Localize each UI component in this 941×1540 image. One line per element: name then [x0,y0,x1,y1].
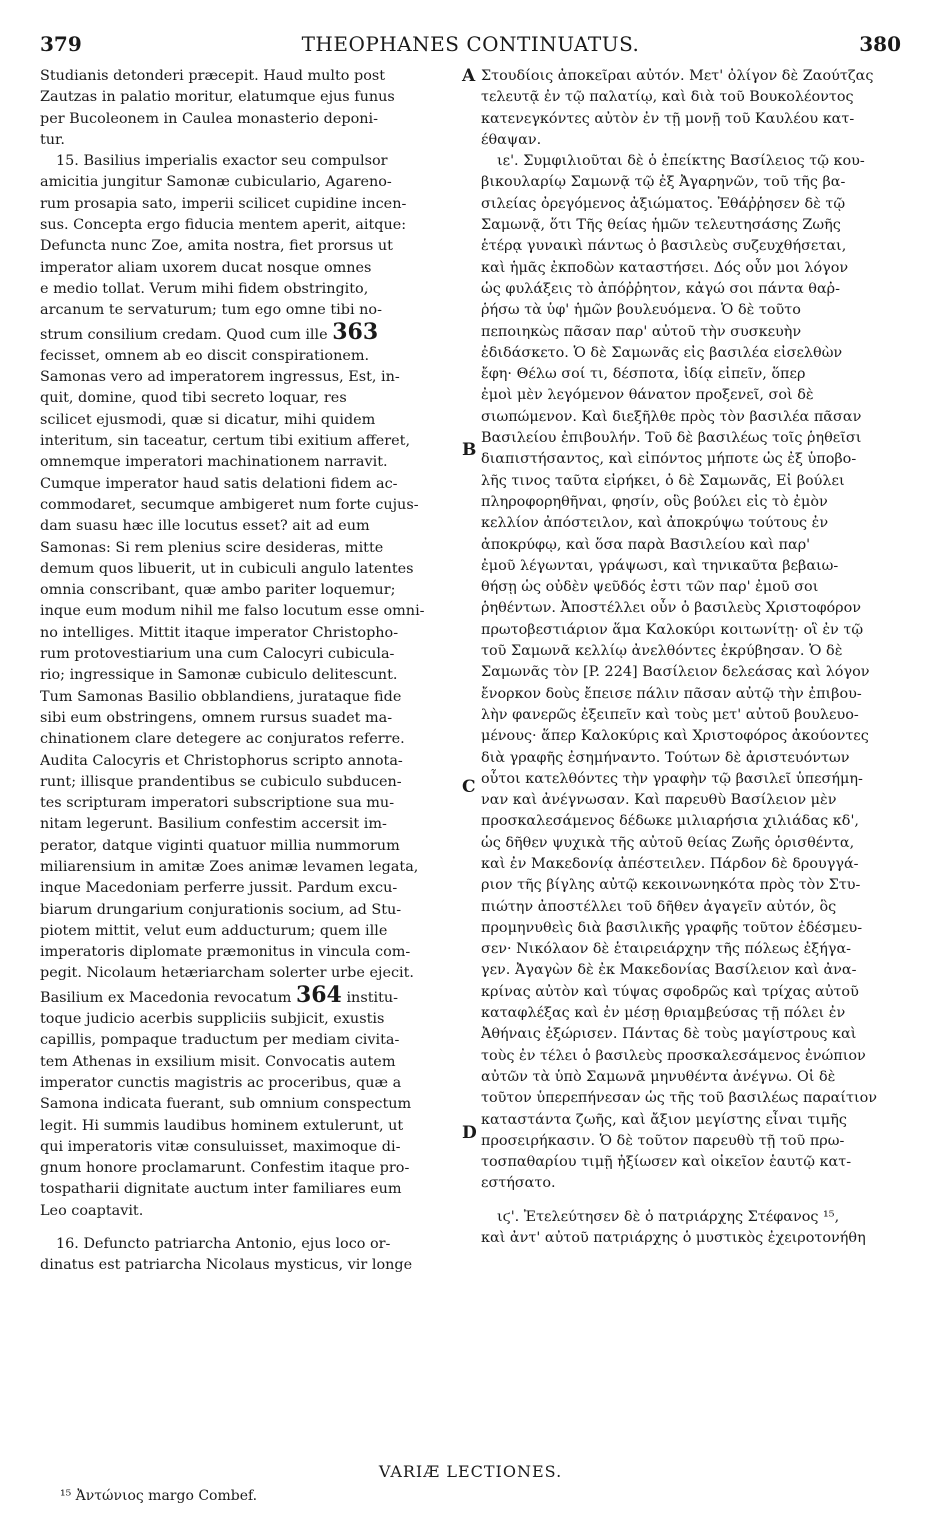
greek-line: προσκαλεσάμενος δέδωκε μιλιαρήσια χιλιάδας κδ', [481,813,859,830]
footnote: ¹⁵ Ἀντώνιος margo Combef. [60,1488,258,1504]
latin-line: Samonas vero ad imperatorem ingressus, Est, in- [40,369,400,386]
running-title: THEOPHANES CONTINUATUS. [301,32,640,56]
greek-line: ἐμοῦ λέγωνται, γράψωσι, καὶ τηνικαῦτα βεβαιω- [481,557,839,574]
latin-line: rum prosapia sato, imperii scilicet cupidine incen- [40,195,407,212]
latin-line: arcanum te servaturum; tum ego omne tibi no- [40,302,382,319]
greek-line: ιϛ'. Ἐτελεύτησεν δὲ ὁ πατριάρχης Στέφανος ¹⁵, [497,1208,840,1225]
latin-line: 15. Basilius imperialis exactor seu compulsor [56,153,388,170]
greek-line: αὐτῶν τὰ ὑπὸ Σαμωνᾶ μηνυθέντα ἀνέγνω. Οἱ δὲ [481,1068,836,1085]
latin-line: biarum drungarium conjurationis socium, ad Stu- [40,901,402,918]
greek-line: διὰ γραφῆς ἐσημήναντο. Τούτων δὲ ἀριστευόντων [481,749,850,766]
greek-line: μένους· ἅπερ Καλοκύρις καὶ Χριστοφόρος ἀκούοντες [481,728,869,745]
greek-line: ἑτέρᾳ γυναικὶ πάντως ὁ βασιλεὺς συζευχθήσεται, [481,238,847,255]
latin-line: imperator aliam uxorem ducat nosque omnes [40,259,372,276]
latin-line: Studianis detonderi præcepit. Haud multo post [40,68,386,84]
greek-line: έθαψαν. [481,131,542,148]
latin-line: per Bucoleonem in Caulea monasterio deponi- [40,110,379,127]
greek-line: σιλείας ὀρεγόμενος ἀξιώματος. Ἐθάῤῥησεν δὲ τῷ [481,195,846,212]
greek-line: ἀποκρύφῳ, καὶ ὅσα παρὰ Βασιλείου καὶ παρ' [481,536,811,553]
latin-line: tur. [40,131,65,148]
greek-line: γεν. Ἀγαγὼν δὲ ἐκ Μακεδονίας Βασίλειον καὶ ἀνα- [481,962,857,979]
greek-line: καὶ ἀντ' αὐτοῦ πατριάρχης ὁ μυστικὸς ἐχειροτονήθη [481,1230,866,1247]
greek-line: ὡς δῆθεν ψυχικὰ τῆς αὐτοῦ θείας Ζωῆς ὁρισθέντα, [481,834,855,851]
greek-line: πρωτοβεστιάριον ἅμα Καλοκύρι κοιτωνίτῃ· οἳ ἐν τῷ [481,621,864,638]
greek-column [481,66,903,1249]
latin-line: demum quos libuerit, ut in cubiculi angulo latentes [40,560,414,577]
greek-line: προμηνυθεὶς διὰ βασιλικῆς γραφῆς τοῦτον ἐδέσμευ- [481,919,863,936]
latin-line: no intelliges. Mittit itaque imperator Christopho- [40,624,399,641]
latin-line: Samona indicata fuerant, sub omnium conspectum [40,1096,412,1113]
latin-line: Cumque imperator haud satis delationi fidem ac- [40,475,398,492]
variae-lectiones-heading: VARIÆ LECTIONES. [378,1462,563,1481]
latin-line: fecisset, omnem ab eo discit conspirationem. [40,347,370,364]
latin-line: Audita Calocyris et Christophorus scripto annota- [40,752,403,769]
greek-line: κρίνας αὐτὸν καὶ τύψας σφοδρῶς καὶ τρίχας αὐτοῦ [481,983,859,1000]
latin-line: chinationem clare detegere ac conjuratos referre. [40,731,405,748]
paragraph-gap [481,1195,903,1207]
greek-line: κελλίον ἀπόστειλον, καὶ ἀποκρύψω τούτους ἐν [481,515,829,532]
latin-line: dinatus est patriarcha Nicolaus mysticus, vir longe [40,1257,413,1274]
greek-line: ἐδιδάσκετο. Ὁ δὲ Σαμωνᾶς εἰς βασιλέα εἰσελθὼν [481,344,843,361]
greek-line: τελευτᾷ ἐν τῷ παλατίῳ, καὶ διὰ τοῦ Βουκολέοντος [481,89,854,106]
greek-line: λῆς τινος ταῦτα εἰρήκει, ὁ δὲ Σαμωνᾶς, Εἰ βούλει [481,472,845,489]
latin-line: sibi eum obstringens, omnem rursus suadet ma- [40,709,393,726]
latin-line: commodaret, secumque ambigeret num forte cujus- [40,496,419,513]
latin-line: gnum honore proclamarunt. Confestim itaque pro- [40,1160,410,1177]
latin-line: Zautzas in palatio moritur, elatumque ejus funus [40,89,395,106]
latin-line: 16. Defuncto patriarcha Antonio, ejus loco or- [56,1236,391,1253]
greek-line: ναν καὶ ἀνέγνωσαν. Καὶ παρευθὺ Βασίλειον μὲν [481,792,837,809]
greek-line: διαπιστήσαντος, καὶ εἰπόντος μήποτε ὡς ἐξ ὑποβο- [481,451,857,468]
latin-line: sus. Concepta ergo fiducia mentem aperit, aitque: [40,217,407,234]
greek-line: θήσῃ ὡς οὐδὲν ψεῦδός ἐστι τῶν παρ' ἐμοῦ σοι [481,579,819,596]
latin-line: inque eum modum nihil me falso locutum esse omni- [40,603,425,620]
greek-line: καὶ ἐν Μακεδονίᾳ ἀπέστειλεν. Πάρδον δὲ δρουγγά- [481,855,859,872]
latin-line: qui imperatoris vitæ consuluisset, maximoque di- [40,1138,401,1155]
latin-line: interitum, sin taceatur, certum tibi exitium afferet, [40,433,411,450]
greek-line: εστήσατο. [481,1175,556,1192]
latin-line: amicitia jungitur Samonæ cubiculario, Agareno- [40,174,392,191]
greek-line: Ἀθήναις ἐξώρισεν. Πάντας δὲ τοὺς μαγίστρους καὶ [481,1026,857,1043]
greek-line: πεποιηκὼς πᾶσαν παρ' αὐτοῦ τὴν συσκευὴν [481,323,802,340]
latin-line: scilicet ejusmodi, quæ si dicatur, mihi quidem [40,411,376,428]
greek-line: καταστάντα ζωῆς, καὶ ἄξιον μεγίστης εἶναι τιμῆς [481,1111,847,1128]
greek-line: πιώτην ἀποστέλλει τοῦ δῆθεν ἀγαγεῖν αὐτόν, ὃς [481,898,837,915]
greek-line: Σαμωνᾷ, ὅτι Τῆς θείας ἡμῶν τελευτησάσης Ζωῆς [481,217,841,234]
paragraph-gap [40,1222,457,1234]
greek-line: ῥήσω τὰ ὑφ' ἡμῶν βουλευόμενα. Ὁ δὲ τοῦτο [481,302,801,319]
margin-letter-d: D [462,1123,477,1143]
greek-line: ὡς φυλάξεις τὸ ἀπόῤῥητον, κἀγώ σοι πάντα θαῤ- [481,280,840,297]
column-number-marker: 364 [295,984,342,1008]
greek-line: τοσπαθαρίου τιμῇ ἠξίωσεν καὶ οἰκεῖον ἑαυτῷ κατ- [481,1154,852,1171]
greek-line: προσειρήκασιν. Ὁ δὲ τοῦτον παρευθὺ τῇ τοῦ πρω- [481,1132,845,1149]
latin-column [40,66,457,1277]
latin-line: rio; ingressique in Samonæ cubiculo delitescunt. [40,667,398,684]
greek-line: ῥηθέντων. Ἀποστέλλει οὖν ὁ βασιλεὺς Χριστοφόρον [481,600,862,617]
latin-line: Samonas: Si rem plenius scire desideras, mitte [40,539,384,556]
greek-line: τοὺς ἐν τέλει ὁ βασιλεὺς προσκαλεσάμενος ἐνώπιον [481,1047,866,1064]
latin-line: quit, domine, quod tibi secreto loquar, res [40,390,347,407]
latin-line: tem Athenas in exsilium misit. Convocatis autem [40,1053,396,1070]
greek-line: οὗτοι κατελθόντες τὴν γραφὴν τῷ βασιλεῖ ὑπεσήμη- [481,770,863,787]
margin-letter-a: A [462,66,476,86]
margin-letter-c: C [462,777,476,797]
greek-line: Σαμωνᾶς τὸν [P. 224] Βασίλειον δελεάσας καὶ λόγον [481,664,870,681]
greek-line: πληροφορηθῆναι, φησίν, οὓς βούλει εἰς τὸ ἐμὸν [481,493,828,510]
latin-line: Basilium ex Macedonia revocatum 364 institu- [40,985,457,1009]
page-header [40,30,901,66]
latin-line: pegit. Nicolaum hetæriarcham solerter urbe ejecit. [40,965,414,982]
greek-line: κατενεγκόντες αὐτὸν ἐν τῇ μονῇ τοῦ Καυλέου κατ- [481,110,855,127]
greek-line: Βασιλείου ἐπιβουλήν. Τοῦ δὲ βασιλέως τοῖς ῥηθεῖσι [481,430,862,447]
greek-line: τοῦτον ὑπερεπήνεσαν ὡς τῆς τοῦ βασιλέως παραίτιον [481,1090,878,1107]
latin-line: toque judicio acerbis suppliciis subjicit, exustis [40,1011,385,1028]
greek-line: ριον τῆς βίγλης αὐτῷ κεκοινωνηκότα πρὸς τὸν Στυ- [481,877,861,894]
greek-line: Στουδίοις ἀποκεῖραι αὐτόν. Μετ' ὀλίγον δὲ Ζαούτζας [481,68,874,84]
greek-line: ἐμοὶ μὲν λεγόμενον θάνατον προξενεῖ, σοὶ δὲ [481,387,814,404]
latin-line: perator, datque viginti quatuor millia nummorum [40,837,400,854]
latin-line: capillis, pompaque traductum per mediam civita- [40,1032,400,1049]
greek-line: λὴν φανερῶς ἐξειπεῖν καὶ τοὺς μετ' αὐτοῦ βουλευο- [481,706,859,723]
greek-line: σιωπώμενον. Καὶ διεξῆλθε πρὸς τὸν βασιλέα πᾶσαν [481,408,862,425]
column-number-marker: 363 [332,321,379,345]
greek-line: καταφλέξας καὶ ἐν μέσῃ θριαμβεύσας τῇ πόλει ἐν [481,1005,846,1022]
page-number-right: 380 [859,32,901,56]
page-number-left: 379 [40,32,82,56]
latin-line: imperator cunctis magistris ac proceribus, quæ a [40,1074,402,1091]
latin-line: rum protovestiarium una cum Calocyri cubicula- [40,646,395,663]
latin-line: piotem mittit, velut eum adducturum; quem ille [40,922,388,939]
latin-line: Defuncta nunc Zoe, amita nostra, fiet prorsus ut [40,238,393,255]
latin-line: omnia conscribant, quæ ambo pariter loquemur; [40,582,396,599]
latin-line: e medio tollat. Verum mihi fidem obstringito, [40,280,369,297]
greek-line: καὶ ἡμᾶς ἐκποδὼν καταστήσει. Δός οὖν μοι λόγον [481,259,849,276]
latin-line: miliarensium in amitæ Zoes animæ levamen legata, [40,858,419,875]
latin-line: omnemque imperatori machinationem narravit. [40,454,388,471]
margin-letter-b: B [462,440,477,460]
greek-line: ἔνορκον δοὺς ἔπεισε πάλιν πᾶσαν αὐτῷ τὴν ἐπιβου- [481,685,862,702]
greek-line: βικουλαρίῳ Σαμωνᾷ τῷ ἐξ Ἀγαρηνῶν, τοῦ τῆς βα- [481,174,846,191]
latin-line: tospatharii dignitate auctum inter familiares eum [40,1181,402,1198]
latin-line: nitam legerunt. Basilium confestim accersit im- [40,816,387,833]
latin-line: runt; illisque prandentibus se cubiculo subducen- [40,773,402,790]
latin-line: strum consilium credam. Quod cum ille 363 [40,322,457,346]
greek-line: σεν· Νικόλαον δὲ ἑταιρειάρχην τῆς πόλεως ἐξήγα- [481,941,852,958]
latin-line: Leo coaptavit. [40,1202,144,1219]
greek-line: τοῦ Σαμωνᾶ κελλίῳ ἀνελθόντες ἐκρύβησαν. Ὁ δὲ [481,643,843,660]
latin-line: dam suasu hæc ille locutus esset? ait ad eum [40,518,370,535]
latin-line: imperatoris diplomate præmonitus in vincula com- [40,944,411,961]
greek-line: ιε'. Συμφιλιοῦται δὲ ὁ ἐπείκτης Βασίλειος τῷ κου- [497,153,865,170]
latin-line: Tum Samonas Basilio obblandiens, jurataque fide [40,688,402,705]
latin-line: legit. Hi summis laudibus hominem extulerunt, ut [40,1117,404,1134]
latin-line: tes scripturam imperatori subscriptione sua mu- [40,795,395,812]
latin-line: inque Macedoniam perferre jussit. Pardum excu- [40,880,398,897]
greek-line: ἔφη· Θέλω σοί τι, δέσποτα, ἰδίᾳ εἰπεῖν, ὅπερ [481,366,806,383]
